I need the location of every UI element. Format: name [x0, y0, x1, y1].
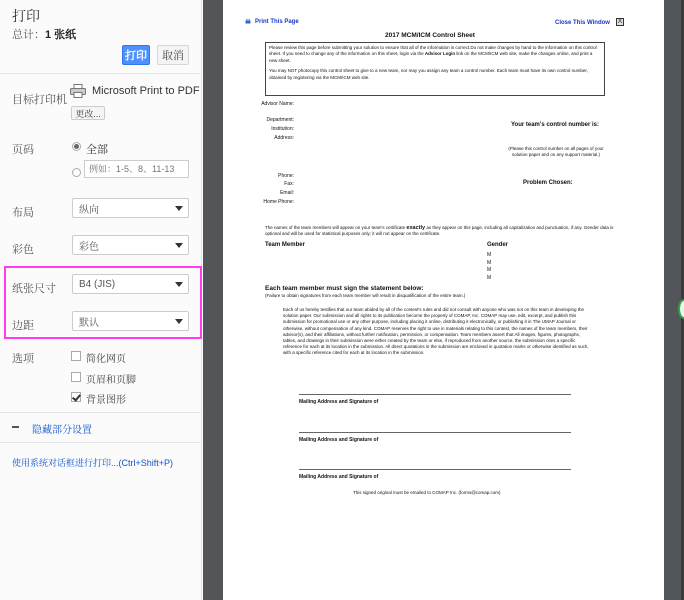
pages-all-label: 全部: [86, 144, 108, 156]
signature-label-3: Mailing Address and Signature of: [299, 474, 379, 480]
gender-header: Gender: [487, 242, 509, 248]
change-printer-button[interactable]: 更改...: [71, 106, 105, 120]
gender-value: M: [487, 275, 492, 281]
notice-text-1a: Please review this page before submitting your solution to ensure that all of the information is correct.Do not make changes by hand to the information on this control sheet. If you need to change any of the information on this sheet, login via the: [269, 45, 597, 57]
total-label: 总计：: [12, 29, 45, 41]
signature-line: [299, 432, 571, 433]
email-note: This signed original must be emailed to COMAP Inc. (forms@comap.com): [353, 490, 501, 495]
field-department: Department:: [266, 117, 294, 123]
field-institution: Institution:: [271, 126, 294, 132]
sheet-total: [12, 26, 76, 42]
notice-box: [265, 42, 605, 96]
gender-value: M: [487, 252, 492, 258]
margins-select[interactable]: [72, 311, 189, 331]
collapse-icon[interactable]: [12, 426, 19, 428]
field-home-phone: Home Phone:: [263, 199, 294, 205]
sign-heading: Each team member must sign the statement below:: [265, 285, 424, 292]
gender-value: M: [487, 260, 492, 266]
destination-label: 目标打印机: [12, 94, 67, 106]
system-dialog-link[interactable]: 使用系统对话框进行打印...(Ctrl+Shift+P): [12, 458, 174, 468]
team-member-header: Team Member: [265, 242, 305, 248]
sign-note: (Failure to obtain signatures from each team member will result in disqualification of the entire team.): [265, 293, 466, 298]
print-settings-panel: [0, 0, 202, 600]
signature-label-1: Mailing Address and Signature of: [299, 399, 379, 405]
print-preview: [203, 0, 684, 600]
field-address: Address:: [274, 135, 294, 141]
dialog-title: 打印: [12, 8, 40, 24]
divider: [0, 442, 202, 443]
close-window-link[interactable]: Close This Window: [555, 20, 610, 26]
chevron-down-icon: [175, 319, 183, 324]
notice-bold: Advisor Login: [424, 51, 456, 57]
background-graphics-label: 背景图形: [86, 395, 126, 406]
sheet-title: 2017 MCM/ICM Control Sheet: [385, 32, 475, 39]
notice-paragraph-2: You may NOT photocopy this control sheet to give to a new team, nor may you assign any team a control number. Each team must have its own control number, obtained by registering via the MCM/ICM web site.: [269, 68, 588, 80]
layout-value: 纵向: [79, 204, 99, 216]
simplify-checkbox[interactable]: [71, 351, 81, 361]
names-note-bold: exactly: [406, 225, 426, 231]
signature-line: [299, 469, 571, 470]
pages-all-radio[interactable]: [72, 142, 81, 151]
printer-name: Microsoft Print to PDF: [92, 85, 200, 97]
printer-icon: [70, 84, 86, 98]
options-label: 选项: [12, 353, 34, 365]
statement-text: Each of us hereby testifies that our team abided by all of the contest's rules and did not consult with anyone who was not on this team in developing the solution paper. Our submission and all rights to its publication become the property of COMAP, Inc. COMAP may use, edit, excerpt, and publish this submission for promotional use or any other purpose, including placing it online, distributing it electronically, or publishing it in The UMAP Journal or otherwise, without compensation of any kind. COMAP reserves the right to use in materials relating to this contest, the names of the team members, their advisor(s), and their affiliations, without further notification, permission, or compensation. Team members assert that All images, figures, photographs, tables, and drawings in their submission were either created by the team or else, if reproduced from another source, the submission cites a specific reference for each at its location in the submission. All direct quotations in the submission are enclosed in quotation marks or otherwise identified as such, with a specific reference cited for each at its location in the submission.: [283, 307, 589, 356]
notice-paragraph-1: [269, 45, 601, 64]
print-this-page-link[interactable]: Print This Page: [255, 19, 299, 25]
close-icon[interactable]: X: [617, 18, 623, 25]
control-number-label: Your team's control number is:: [511, 122, 599, 128]
print-button[interactable]: 打印: [122, 45, 150, 65]
headers-footers-checkbox[interactable]: [71, 372, 81, 382]
pages-range-radio[interactable]: [72, 168, 81, 177]
chevron-down-icon: [175, 282, 183, 287]
background-graphics-checkbox[interactable]: [71, 392, 81, 402]
paper-size-select[interactable]: [72, 274, 189, 294]
color-select[interactable]: [72, 235, 189, 255]
control-number-note: (Please this control number on all pages of your solution paper and on any support material.): [508, 146, 604, 157]
cancel-button[interactable]: 取消: [157, 45, 189, 65]
paper-size-label: 纸张尺寸: [12, 283, 56, 295]
color-label: 彩色: [12, 244, 34, 256]
chevron-down-icon: [175, 243, 183, 248]
divider: [0, 73, 202, 74]
divider: [0, 412, 202, 413]
fewer-settings-link[interactable]: 隐藏部分设置: [32, 425, 92, 436]
signature-line: [299, 394, 571, 395]
margins-value: 默认: [79, 317, 99, 329]
layout-label: 布局: [12, 207, 34, 219]
signature-label-2: Mailing Address and Signature of: [299, 437, 379, 443]
names-note-a: The names of the team members will appear on your team's certificate: [265, 225, 407, 230]
notice-text-1b: link on the MCM/ICM web site, make the changes online, and print a new sheet.: [269, 51, 593, 63]
names-note: [265, 225, 620, 238]
problem-chosen-label: Problem Chosen:: [523, 180, 573, 186]
total-value: 1 张纸: [45, 29, 77, 41]
chevron-down-icon: [175, 206, 183, 211]
printer-icon: [245, 19, 251, 25]
margins-label: 边距: [12, 320, 34, 332]
field-advisor: Advisor Name:: [261, 101, 294, 107]
field-phone: Phone:: [278, 173, 294, 179]
pages-label: 页码: [12, 144, 34, 156]
color-value: 彩色: [79, 241, 99, 253]
field-fax: Fax:: [284, 181, 294, 187]
names-note-b: as they appear on this page, including all capitalization and punctuation, if any. Gender data is optional and will be used for statistical purposes only; it will not appear on the certificate.: [265, 225, 614, 237]
headers-footers-label: 页眉和页脚: [86, 375, 136, 386]
gender-value: M: [487, 267, 492, 273]
paper-size-value: B4 (JIS): [79, 278, 116, 290]
ring-icon: [678, 299, 684, 319]
simplify-label: 简化网页: [86, 354, 126, 365]
layout-select[interactable]: [72, 198, 189, 218]
preview-page: [223, 0, 664, 600]
field-email: Email:: [280, 190, 294, 196]
pages-range-input[interactable]: [84, 160, 189, 178]
